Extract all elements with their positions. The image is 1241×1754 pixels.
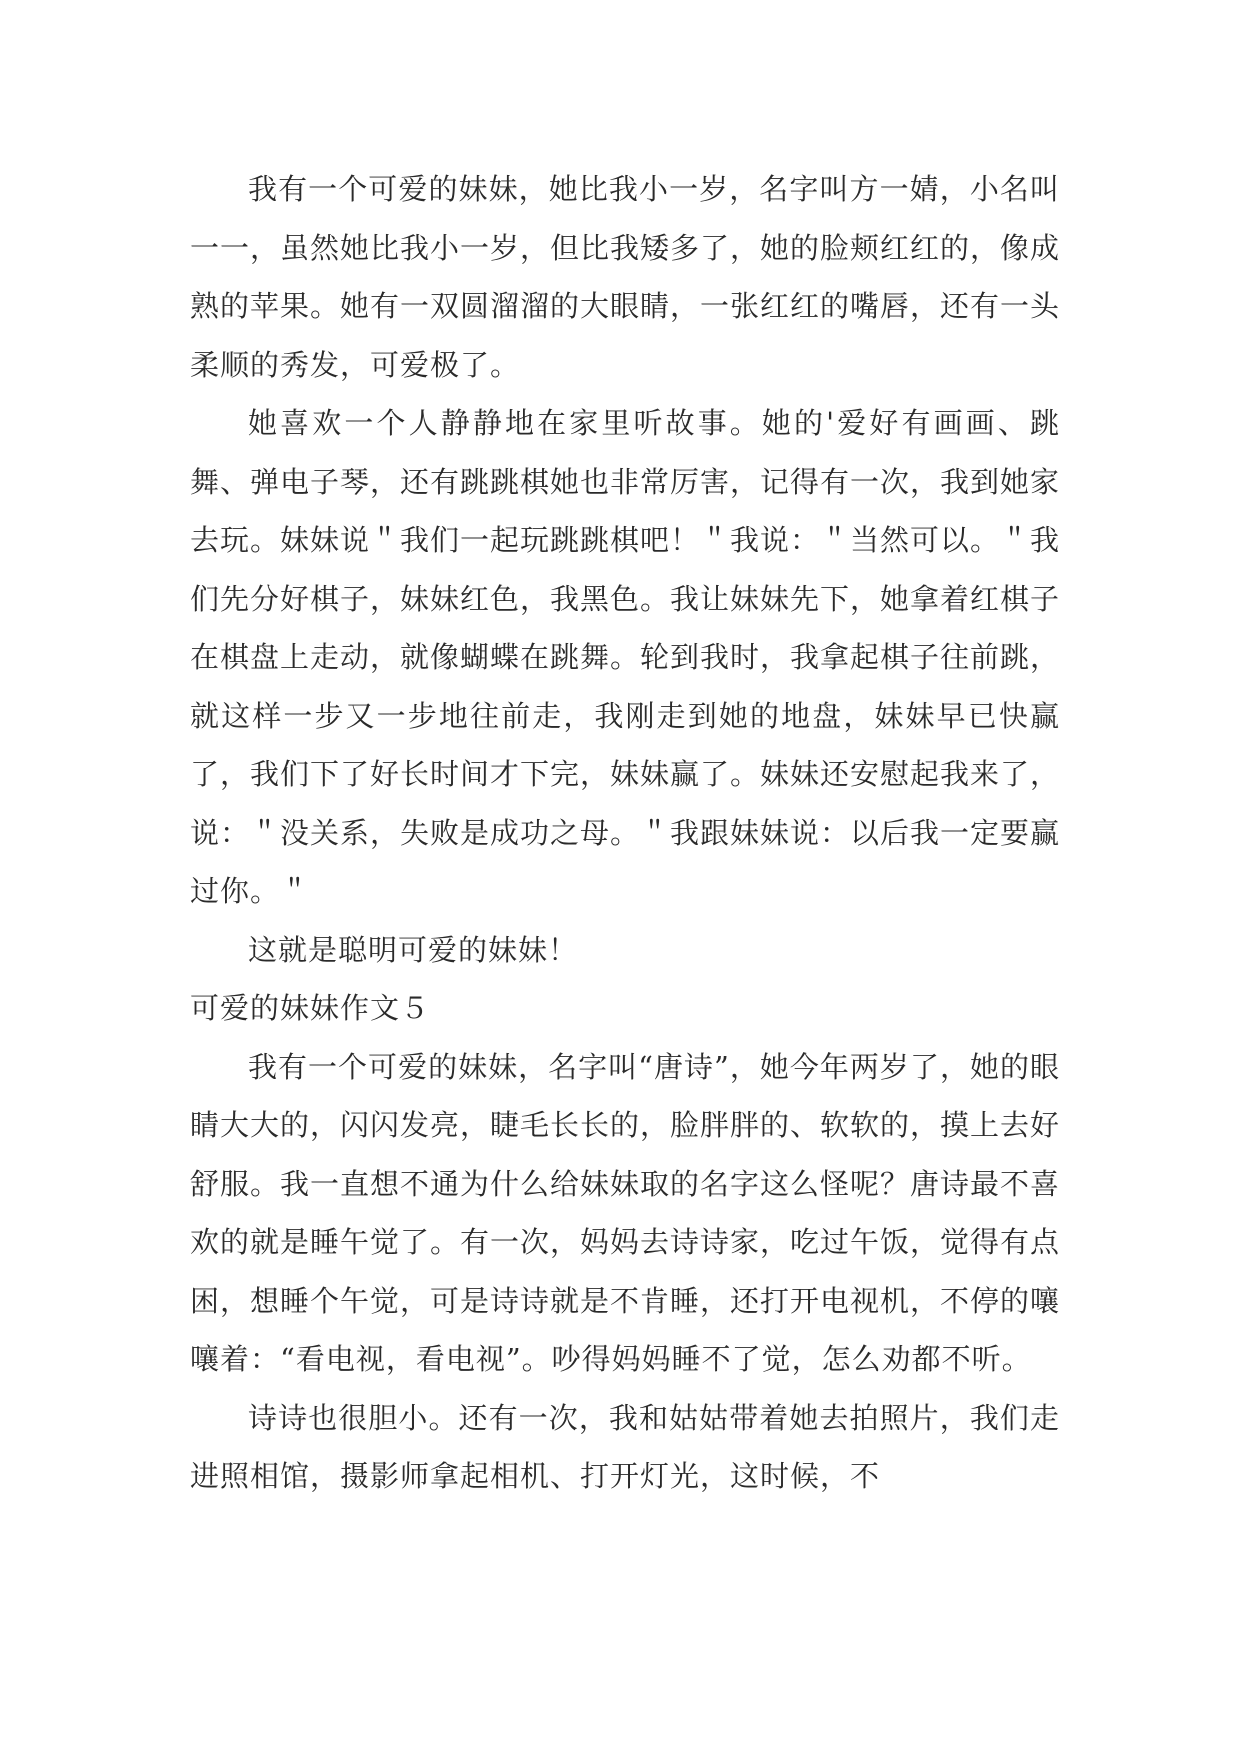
document-page bbox=[190, 160, 1060, 1506]
section-heading: 可爱的妹妹作文５ bbox=[190, 991, 431, 1025]
paragraph-5: 诗诗也很胆小。还有一次，我和姑姑带着她去拍照片，我们走进照相馆，摄影师拿起相机、打开灯光，这时候，不 bbox=[190, 1400, 1060, 1493]
paragraph-4: 我有一个可爱的妹妹，名字叫“唐诗”，她今年两岁了，她的眼睛大大的，闪闪发亮，睫毛长长的，脸胖胖的、软软的，摸上去好舒服。我一直想不通为什么给妹妹取的名字这么怪呢？唐诗最不喜欢的就是睡午觉了。有一次，妈妈去诗诗家，吃过午饭，觉得有点困，想睡个午觉，可是诗诗就是不肯睡，还打开电视机，不停的嚷嚷着：“看电视，看电视”。吵得妈妈睡不了觉，怎么劝都不听。 bbox=[190, 1049, 1061, 1376]
paragraph-1: 我有一个可爱的妹妹，她比我小一岁，名字叫方一婧，小名叫一一，虽然她比我小一岁，但比我矮多了，她的脸颊红红的，像成熟的苹果。她有一双圆溜溜的大眼睛，一张红红的嘴唇，还有一头柔顺的秀发，可爱极了。 bbox=[190, 172, 1061, 382]
paragraph-3: 这就是聪明可爱的妹妹！ bbox=[248, 932, 579, 967]
paragraph-2: 她喜欢一个人静静地在家里听故事。她的'爱好有画画、跳舞、弹电子琴，还有跳跳棋她也非常厉害，记得有一次，我到她家去玩。妹妹说＂我们一起玩跳跳棋吧！＂我说：＂当然可以。＂我们先分好棋子，妹妹红色，我黑色。我让妹妹先下，她拿着红棋子在棋盘上走动，就像蝴蝶在跳舞。轮到我时，我拿起棋子往前跳，就这样一步又一步地往前走，我刚走到她的地盘，妹妹早已快赢了，我们下了好长时间才下完，妹妹赢了。妹妹还安慰起我来了，说：＂没关系，失败是成功之母。＂我跟妹妹说：以后我一定要赢过你。＂ bbox=[190, 406, 1061, 908]
